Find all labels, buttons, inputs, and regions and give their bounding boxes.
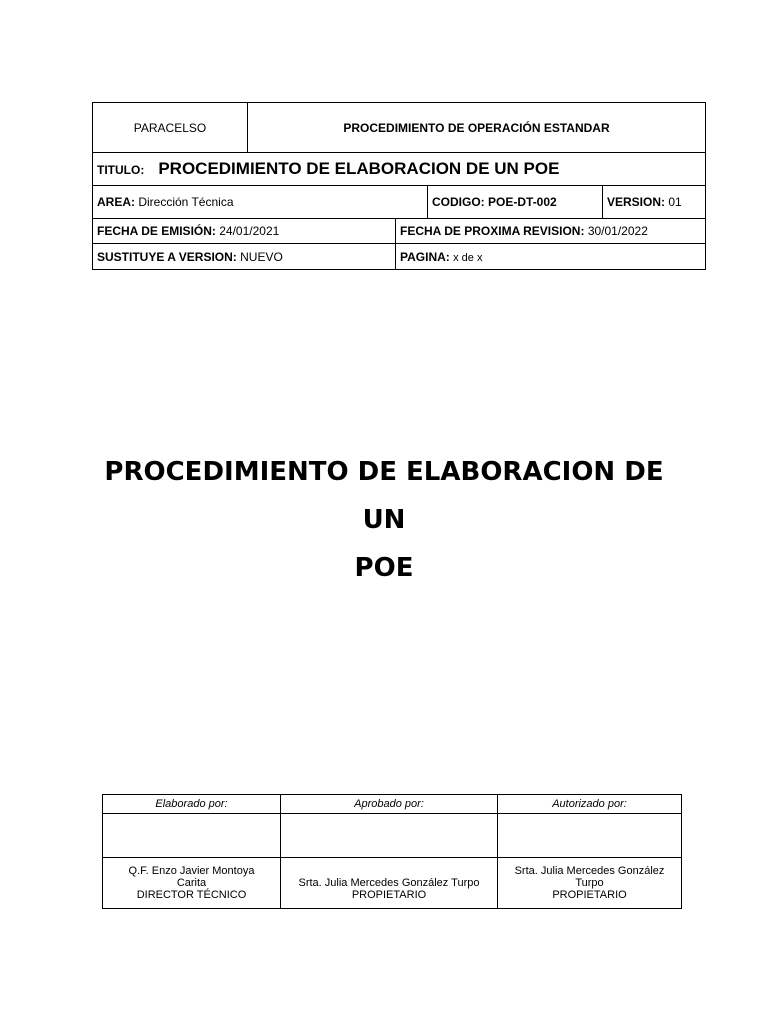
prepared-by-role: DIRECTOR TÉCNICO [136,889,247,901]
code-value: POE-DT-002 [488,195,557,209]
version-cell [603,186,706,219]
organization-name: PARACELSO [93,103,248,153]
prepared-by-name-line-1: Q.F. Enzo Javier Montoya [128,865,255,877]
approved-by-cell [281,858,498,909]
replaces-version-value: NUEVO [240,249,283,264]
authorized-by-role: PROPIETARIO [552,889,627,901]
page-value: x de x [453,251,483,264]
code-cell [428,186,603,219]
prepared-by-name-line-2: Carita [176,877,207,889]
main-title-line-1: PROCEDIMIENTO DE ELABORACION DE UN [104,457,664,535]
signature-table [102,794,682,909]
page-label: PAGINA: [400,249,450,264]
next-review-label: FECHA DE PROXIMA REVISION: [400,224,585,238]
area-value: Dirección Técnica [138,195,234,209]
approved-by-name: Srta. Julia Mercedes González Turpo [298,877,480,889]
procedure-type: PROCEDIMIENTO DE OPERACIÓN ESTANDAR [248,103,706,153]
document-header-table [92,102,706,270]
authorized-by-header: Autorizado por: [498,795,682,814]
title-row [93,153,706,186]
issue-date-value: 24/01/2021 [219,224,280,238]
prepared-by-signature-space [103,814,281,858]
replaces-version-label: SUSTITUYE A VERSION: [97,249,237,264]
next-review-cell [396,219,706,244]
approved-by-signature-space [281,814,498,858]
main-title-line-2: POE [354,553,414,583]
approved-by-header: Aprobado por: [281,795,498,814]
prepared-by-header: Elaborado por: [103,795,281,814]
area-cell [93,186,428,219]
prepared-by-cell [103,858,281,909]
issue-date-cell [93,219,396,244]
approved-by-role: PROPIETARIO [351,889,427,901]
authorized-by-cell [498,858,682,909]
next-review-value: 30/01/2022 [587,224,648,238]
document-title: PROCEDIMIENTO DE ELABORACION DE UN POE [158,159,560,178]
version-value: 01 [668,195,682,209]
main-title [80,448,688,592]
replaces-version-cell [93,244,396,270]
issue-date-label: FECHA DE EMISIÓN: [97,224,216,238]
authorized-by-signature-space [498,814,682,858]
page-cell [396,244,706,270]
version-label: VERSION: [607,195,666,209]
code-label: CODIGO: [432,195,485,209]
area-label: AREA: [97,195,135,209]
title-label: TITULO: [97,163,145,177]
authorized-by-name-line-2: Turpo [575,877,604,889]
authorized-by-name-line-1: Srta. Julia Mercedes González [514,865,665,877]
